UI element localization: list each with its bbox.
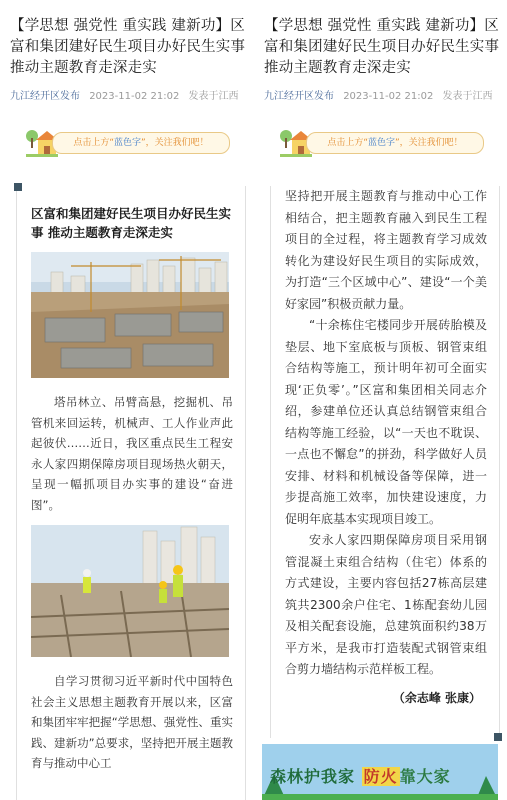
follow-hint[interactable]: 点击上方“蓝色字”，关注我们吧！ bbox=[52, 132, 230, 154]
construction-site-photo bbox=[31, 252, 229, 378]
article-card bbox=[270, 186, 500, 738]
forest-slogan: 森林护我家 防火 靠大家 bbox=[270, 767, 451, 786]
forest-fire-banner bbox=[262, 744, 498, 800]
corner-decoration bbox=[494, 733, 502, 741]
publish-location: 发表于江西 bbox=[442, 91, 493, 102]
corner-decoration bbox=[14, 183, 22, 191]
article-meta bbox=[10, 87, 252, 102]
paragraph: 塔吊林立、吊臂高悬，挖掘机、吊管机来回运转，机械声、工人作业声此起彼伏……近日，我区重点民生工程安永人家四期保障房项目现场热火朝天，呈现一幅抓项目办实事的建设“奋进图”。 bbox=[31, 395, 233, 512]
follow-banner[interactable] bbox=[24, 122, 240, 160]
publish-date: 2023-11-02 21:02 bbox=[343, 91, 434, 102]
paragraph: 坚持把开展主题教育与推动中心工作相结合，把主题教育融入到民生工程项目的全过程，将主题教育学习成效转化为建设好民生项目的实际成效，为打造“三个区域中心”、建设“一个美好家园”积极贡献力量。 bbox=[285, 189, 487, 311]
article-left bbox=[4, 0, 252, 800]
article-title: 【学思想 强党性 重实践 建新功】区富和集团建好民生项目办好民生实事 推动主题教育走深走实 bbox=[10, 18, 246, 76]
publish-date: 2023-11-02 21:02 bbox=[89, 91, 180, 102]
follow-hint[interactable]: 点击上方“蓝色字”，关注我们吧！ bbox=[306, 132, 484, 154]
paragraph: 安永人家四期保障房项目采用钢管混凝土束组合结构（住宅）体系的方式建设，主要内容包括27栋高层建筑共2300余户住宅、1栋配套幼儿园及相关配套设施，总建筑面积约38万平方米，是我市打造装配式钢管束组合剪力墙结构示范样板工程。 bbox=[285, 533, 487, 676]
author-signature: （余志峰 张康） bbox=[392, 690, 481, 705]
article-meta bbox=[264, 87, 506, 102]
article-title: 【学思想 强党性 重实践 建新功】区富和集团建好民生项目办好民生实事 推动主题教育走深走实 bbox=[264, 18, 500, 76]
follow-banner[interactable] bbox=[278, 122, 494, 160]
source-link[interactable]: 九江经开区发布 bbox=[264, 91, 334, 102]
article-card bbox=[16, 186, 246, 800]
publish-location: 发表于江西 bbox=[188, 91, 239, 102]
article-right bbox=[258, 0, 506, 800]
paragraph: “十余栋住宅楼同步开展砖胎模及垫层、地下室底板与顶板、钢管束组合结构等施工，预计明年初可全面实现‘正负零’。”区富和集团相关同志介绍，参建单位还认真总结钢管束组合结构等施工经验，以“一天也不耽误、一点也不懈怠”的拼劲，科学做好人员安排、材料和机械设备等保障，进一步提高施工效率，加快建设速度，力促明年底基本实现项目竣工。 bbox=[285, 318, 487, 526]
source-link[interactable]: 九江经开区发布 bbox=[10, 91, 80, 102]
card-title: 区富和集团建好民生项目办好民生实事 推动主题教育走深走实 bbox=[31, 206, 232, 240]
paragraph: 自学习贯彻习近平新时代中国特色社会主义思想主题教育开展以来，区富和集团牢牢把握“学思想、强党性、重实践、建新功”总要求，坚持把开展主题教育与推动中心工 bbox=[31, 674, 233, 770]
workers-photo bbox=[31, 525, 229, 657]
